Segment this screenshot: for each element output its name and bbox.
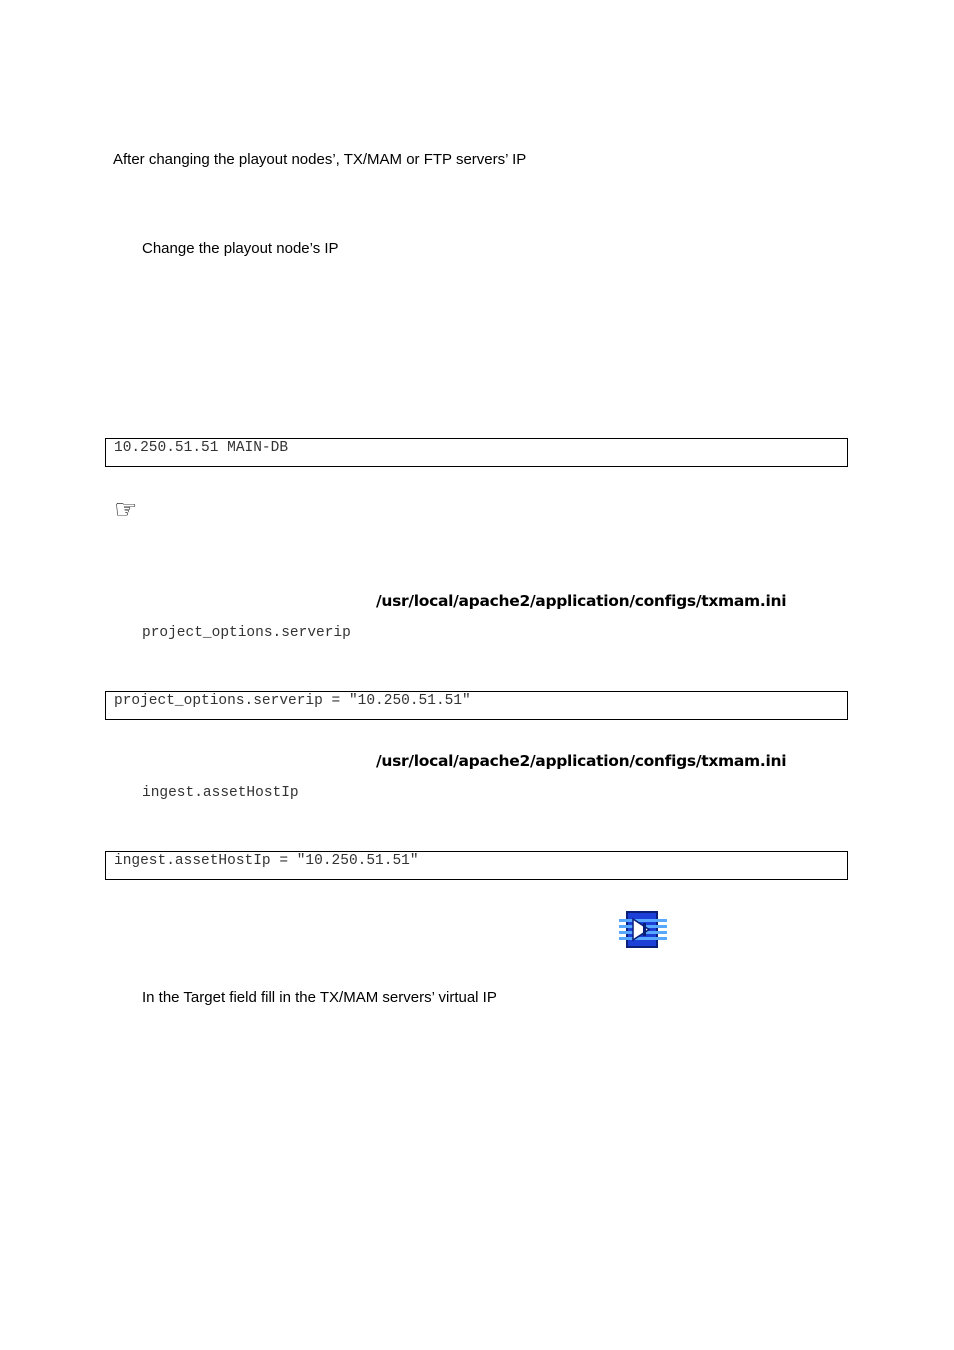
config-path-2: /usr/local/apache2/application/configs/txmam.ini [376, 752, 787, 770]
code-block-hosts [105, 438, 848, 467]
config-path-1: /usr/local/apache2/application/configs/txmam.ini [376, 592, 787, 610]
network-app-icon [619, 911, 667, 948]
code-serverip-line: project_options.serverip = "10.250.51.51" [114, 693, 471, 709]
step-change-playout-ip: Change the playout node’s IP [142, 240, 339, 257]
code-block-serverip [105, 691, 848, 720]
code-hosts-line: 10.250.51.51 MAIN-DB [114, 440, 289, 456]
code-assethost-line: ingest.assetHostIp = "10.250.51.51" [114, 853, 419, 869]
step-target-field: In the Target field fill in the TX/MAM servers’ virtual IP [142, 989, 497, 1006]
network-app-icon-graphic [619, 911, 667, 948]
config-key-assethostip: ingest.assetHostIp [142, 785, 299, 801]
config-key-serverip: project_options.serverip [142, 625, 351, 641]
pointing-hand-icon: ☞ [114, 495, 138, 525]
code-block-assethostip [105, 851, 848, 880]
intro-text: After changing the playout nodes’, TX/MAM or FTP servers’ IP [113, 151, 527, 168]
